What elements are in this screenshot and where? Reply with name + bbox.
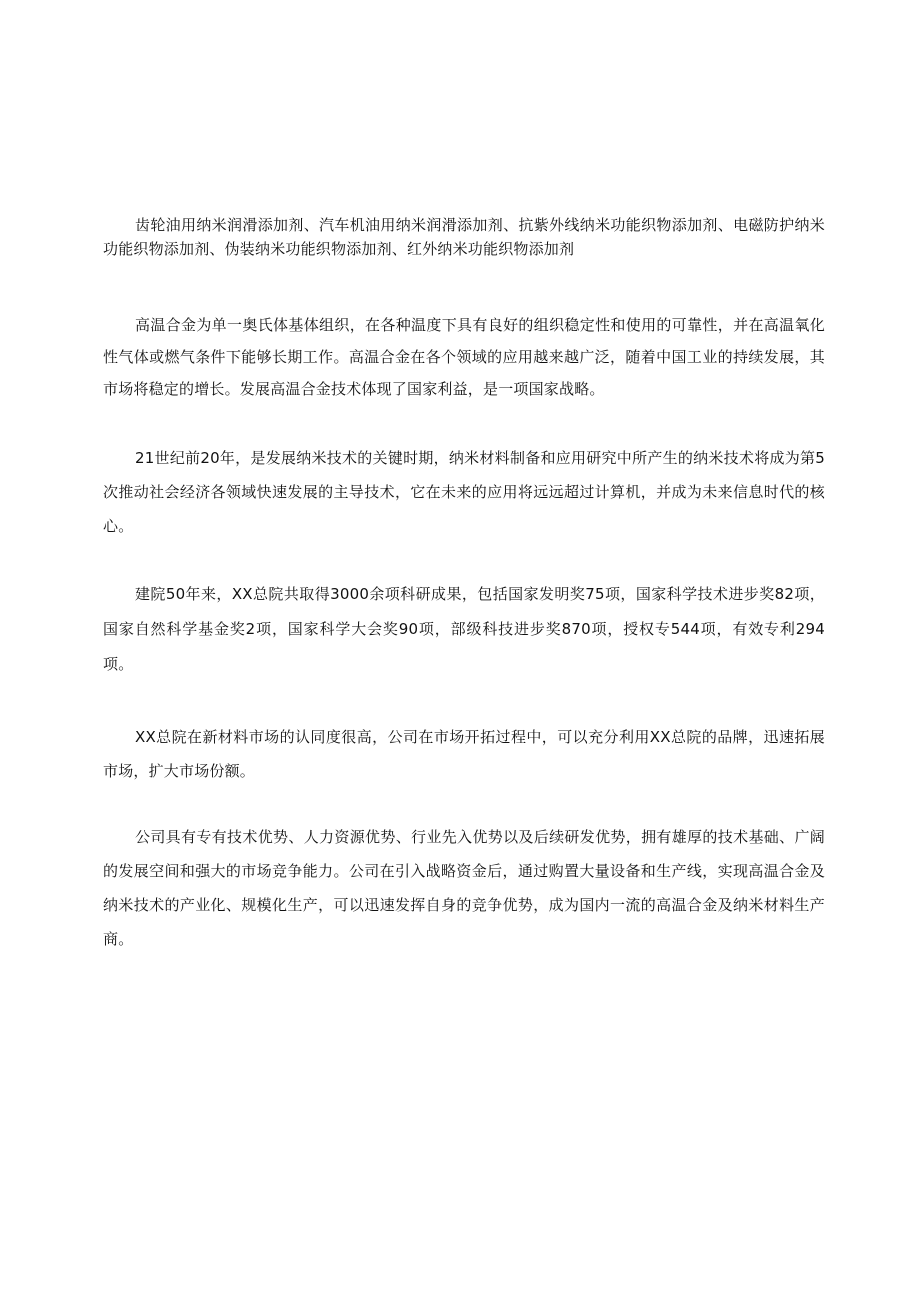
paragraph-advantages: 公司具有专有技术优势、人力资源优势、行业先入优势以及后续研发优势，拥有雄厚的技术基础、广阔的发展空间和强大的市场竞争能力。公司在引入战略资金后，通过购置大量设备和生产线，实现高温合金及纳米技术的产业化、规模化生产，可以迅速发挥自身的竞争优势，成为国内一流的高温合金及纳米材料生产商。 [103,828,825,948]
paragraph-nanotech: 21世纪前20年，是发展纳米技术的关键时期，纳米材料制备和应用研究中所产生的纳米技术将成为第5次推动社会经济各领域快速发展的主导技术，它在未来的应用将远远超过计算机，并成为未来信息时代的核心。 [103,449,825,535]
paragraph-superalloy: 高温合金为单一奥氏体基体组织，在各种温度下具有良好的组织稳定性和使用的可靠性，并在高温氧化性气体或燃气条件下能够长期工作。高温合金在各个领域的应用越来越广泛，随着中国工业的持续发展，其市场将稳定的增长。发展高温合金技术体现了国家利益，是一项国家战略。 [103,316,825,398]
paragraph-brand: XX总院在新材料市场的认同度很高，公司在市场开拓过程中，可以充分利用XX总院的品牌，迅速拓展市场，扩大市场份额。 [103,728,825,780]
document-body [103,213,825,956]
paragraph-additives-list: 齿轮油用纳米润滑添加剂、汽车机油用纳米润滑添加剂、抗紫外线纳米功能织物添加剂、电磁防护纳米功能织物添加剂、伪装纳米功能织物添加剂、红外纳米功能织物添加剂 [103,216,825,258]
paragraph-achievements: 建院50年来，XX总院共取得3000余项科研成果，包括国家发明奖75项，国家科学技术进步奖82项，国家自然科学基金奖2项，国家科学大会奖90项，部级科技进步奖870项，授权专544项，有效专利294项。 [103,585,825,673]
